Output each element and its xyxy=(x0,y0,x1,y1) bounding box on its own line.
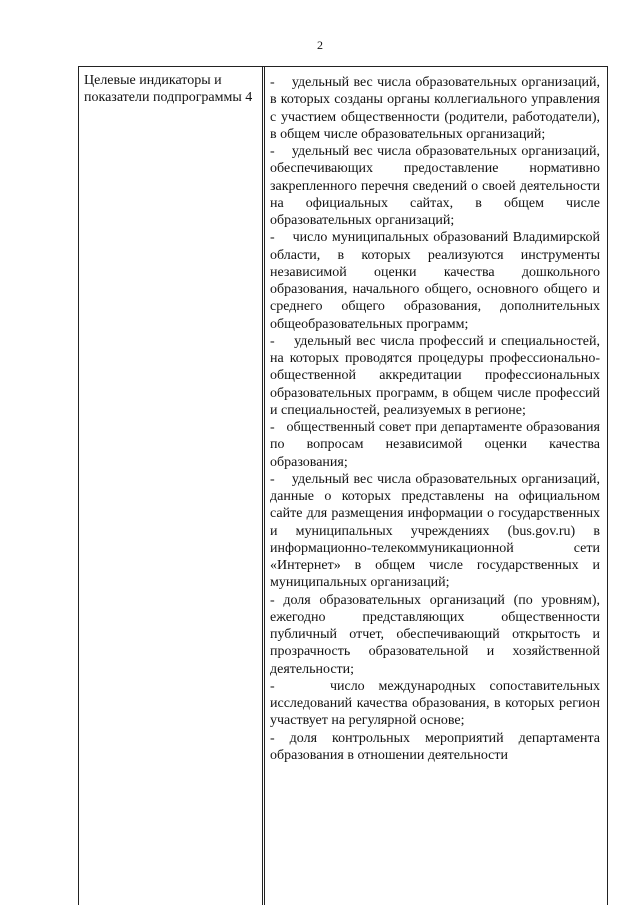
indicator-item: - удельный вес числа образовательных организаций, данные о которых представлены на официальном сайте для размещения информации о государственных и муниципальных учреждениях (bus.gov.ru) в информационно-телекоммуникационной сети «Интернет» в общем числе государственных и муниципальных организаций; xyxy=(270,471,600,591)
indicator-item: - число муниципальных образований Владимирской области, в которых реализуются инструменты независимой оценки качества дошкольного образования, начального общего, основного общего и среднего общего образования, дополнительных общеобразовательных программ; xyxy=(270,230,600,332)
indicator-item: - удельный вес числа профессий и специальностей, на которых проводятся процедуры профессионально-общественной аккредитации профессиональных образовательных программ, в общем числе профессий и специальностей, реализуемых в регионе; xyxy=(270,333,600,418)
page-number: 2 xyxy=(317,38,323,52)
column-divider xyxy=(262,67,265,905)
indicator-item: - общественный совет при департаменте образования по вопросам независимой оценки качества образования; xyxy=(270,420,600,470)
indicators-cell xyxy=(270,74,600,764)
section-label-cell: Целевые индикаторы и показатели подпрограммы 4 xyxy=(84,73,253,105)
indicators-table xyxy=(78,66,608,905)
indicator-item: - удельный вес числа образовательных организаций, обеспечивающих предоставление нормативно закрепленного перечня сведений о своей деятельности на официальных сайтах, в общем числе образовательных организаций; xyxy=(270,144,600,228)
indicator-item: - доля контрольных мероприятий департамента образования в отношении деятельности xyxy=(270,730,600,763)
indicator-item: - число международных сопоставительных исследований качества образования, в которых регион участвует на регулярной основе; xyxy=(270,678,600,729)
indicator-item: - доля образовательных организаций (по уровням), ежегодно представляющих общественности публичный отчет, обеспечивающий открытость и прозрачность образовательной и хозяйственной деятельности; xyxy=(270,592,600,677)
indicator-item: - удельный вес числа образовательных организаций, в которых созданы органы коллегиального управления с участием общественности (родители, работодатели), в общем числе образовательных организаций; xyxy=(270,75,600,142)
